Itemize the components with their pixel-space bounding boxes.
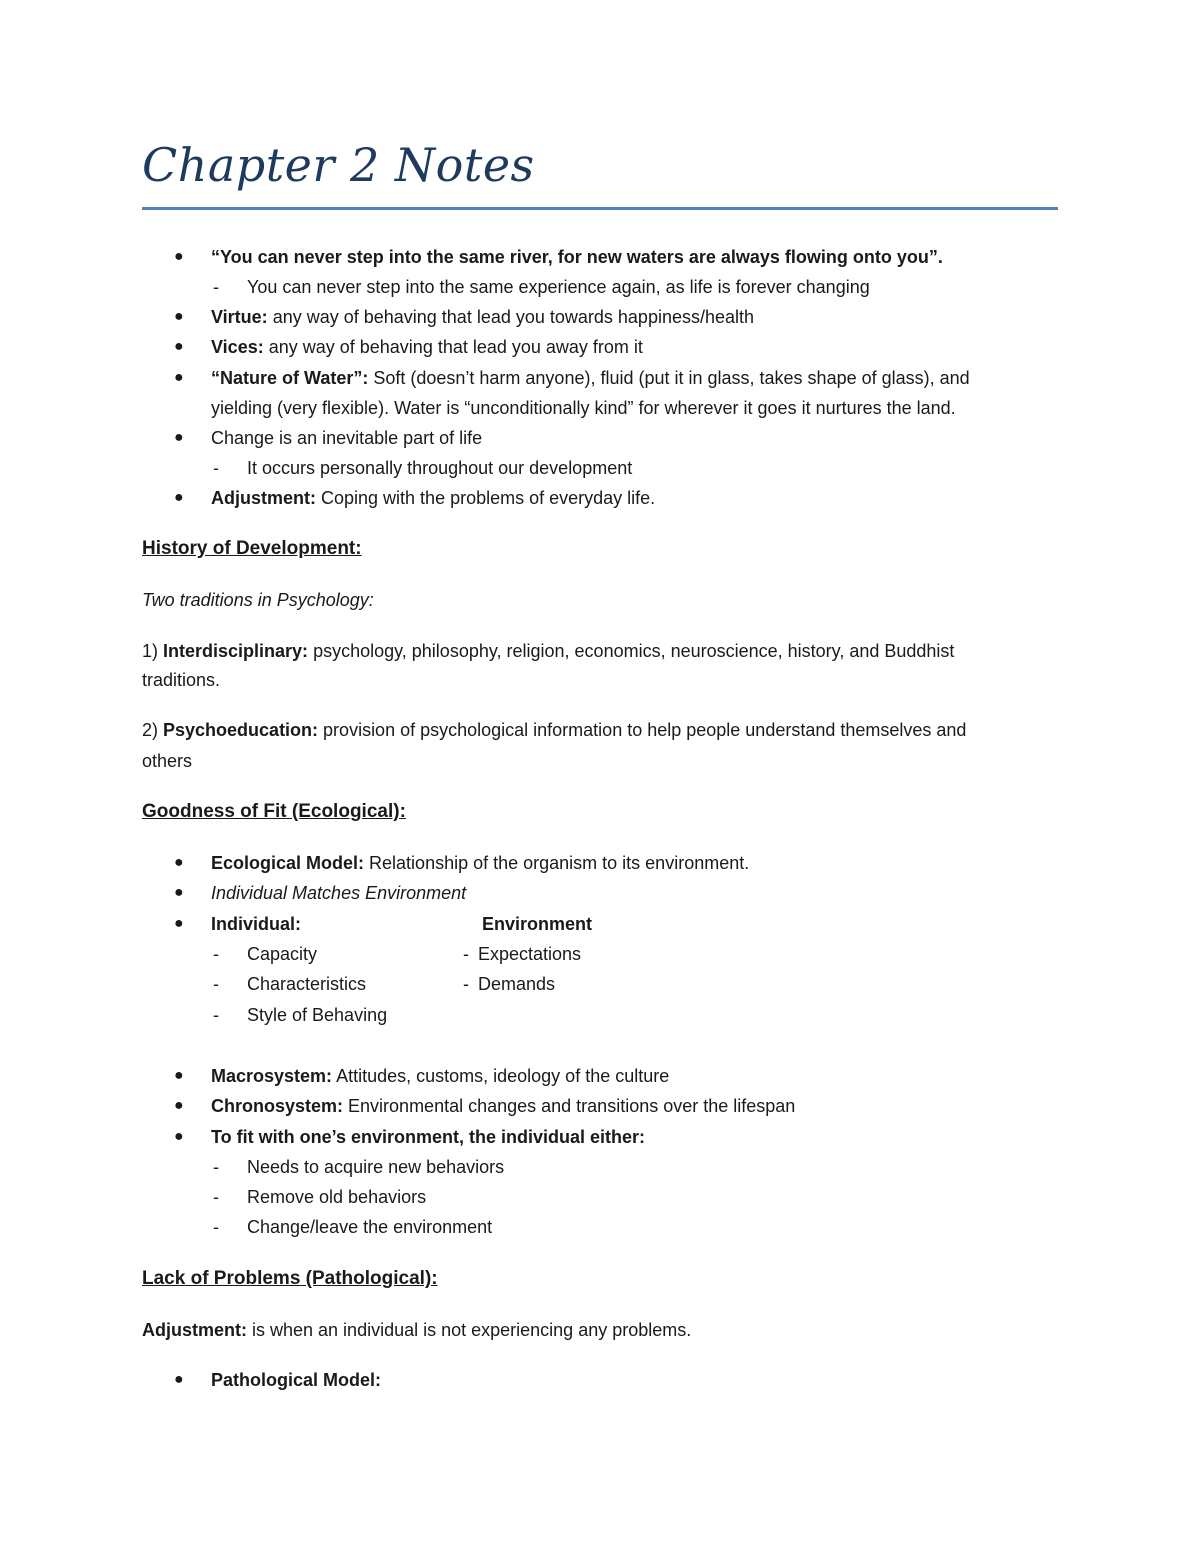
dash-icon: - <box>213 1157 219 1177</box>
individual-matches-environment: Individual Matches Environment <box>211 883 467 903</box>
dash-icon: - <box>213 1005 219 1025</box>
dash-icon: - <box>213 1217 219 1237</box>
river-quote-explanation: You can never step into the same experience again, as life is forever changing <box>247 277 870 297</box>
bullet-icon: ● <box>174 1097 184 1114</box>
lack-of-problems-heading: Lack of Problems (Pathological): <box>142 1268 438 1289</box>
individual-column-heading: Individual: <box>211 914 301 934</box>
dash-icon: - <box>463 944 469 964</box>
tradition-interdisciplinary-continued: traditions. <box>142 670 221 690</box>
pathological-model-label: Pathological Model: <box>211 1370 382 1390</box>
change-statement: Change is an inevitable part of life <box>211 428 483 448</box>
individual-item: Style of Behaving <box>247 1005 388 1025</box>
bullet-icon: ● <box>174 884 184 901</box>
to-fit-item: Needs to acquire new behaviors <box>247 1157 505 1177</box>
individual-item: Characteristics <box>247 974 367 994</box>
bullet-icon: ● <box>174 1128 184 1145</box>
goodness-of-fit-heading: Goodness of Fit (Ecological): <box>142 801 406 822</box>
nature-of-water-continued: yielding (very flexible). Water is “unconditionally kind” for wherever it goes it nurtures the land. <box>211 398 956 418</box>
dash-icon: - <box>463 974 469 994</box>
chronosystem-definition: Chronosystem: Environmental changes and transitions over the lifespan <box>211 1096 796 1116</box>
bullet-icon: ● <box>174 1371 184 1388</box>
bullet-icon: ● <box>174 308 184 325</box>
environment-item: Expectations <box>478 944 582 964</box>
bullet-icon: ● <box>174 369 184 386</box>
bullet-icon: ● <box>174 854 184 871</box>
change-explanation: It occurs personally throughout our development <box>247 458 633 478</box>
title-underline-rule <box>142 207 1058 210</box>
macrosystem-definition: Macrosystem: Attitudes, customs, ideology of the culture <box>211 1066 670 1086</box>
history-heading: History of Development: <box>142 538 362 559</box>
river-quote: “You can never step into the same river, for new waters are always flowing onto you”. <box>211 247 943 267</box>
dash-icon: - <box>213 974 219 994</box>
bullet-icon: ● <box>174 338 184 355</box>
traditions-label: Two traditions in Psychology: <box>142 590 374 610</box>
ecological-model-definition: Ecological Model: Relationship of the organism to its environment. <box>211 853 750 873</box>
to-fit-item: Remove old behaviors <box>247 1187 427 1207</box>
dash-icon: - <box>213 944 219 964</box>
nature-of-water-definition: “Nature of Water”: Soft (doesn’t harm anyone), fluid (put it in glass, takes shape of glass), and <box>211 368 970 388</box>
bullet-icon: ● <box>174 489 184 506</box>
to-fit-item: Change/leave the environment <box>247 1217 493 1237</box>
vices-definition: Vices: any way of behaving that lead you away from it <box>211 337 643 357</box>
dash-icon: - <box>213 458 219 478</box>
dash-icon: - <box>213 277 219 297</box>
page-title: Chapter 2 Notes <box>142 138 535 192</box>
virtue-definition: Virtue: any way of behaving that lead you towards happiness/health <box>211 307 755 327</box>
tradition-interdisciplinary: 1) Interdisciplinary: psychology, philosophy, religion, economics, neuroscience, history, and Buddhist <box>142 641 955 661</box>
tradition-psychoeducation: 2) Psychoeducation: provision of psychological information to help people understand themselves and <box>142 720 967 740</box>
tradition-psychoeducation-continued: others <box>142 751 193 771</box>
environment-column-heading: Environment <box>482 914 593 934</box>
dash-icon: - <box>213 1187 219 1207</box>
bullet-icon: ● <box>174 1067 184 1084</box>
adjustment-definition: Adjustment: Coping with the problems of everyday life. <box>211 488 656 508</box>
bullet-icon: ● <box>174 915 184 932</box>
to-fit-statement: To fit with one’s environment, the individual either: <box>211 1127 646 1147</box>
bullet-icon: ● <box>174 429 184 446</box>
bullet-icon: ● <box>174 248 184 265</box>
individual-item: Capacity <box>247 944 318 964</box>
adjustment-pathological-definition: Adjustment: is when an individual is not experiencing any problems. <box>142 1320 692 1340</box>
environment-item: Demands <box>478 974 556 994</box>
